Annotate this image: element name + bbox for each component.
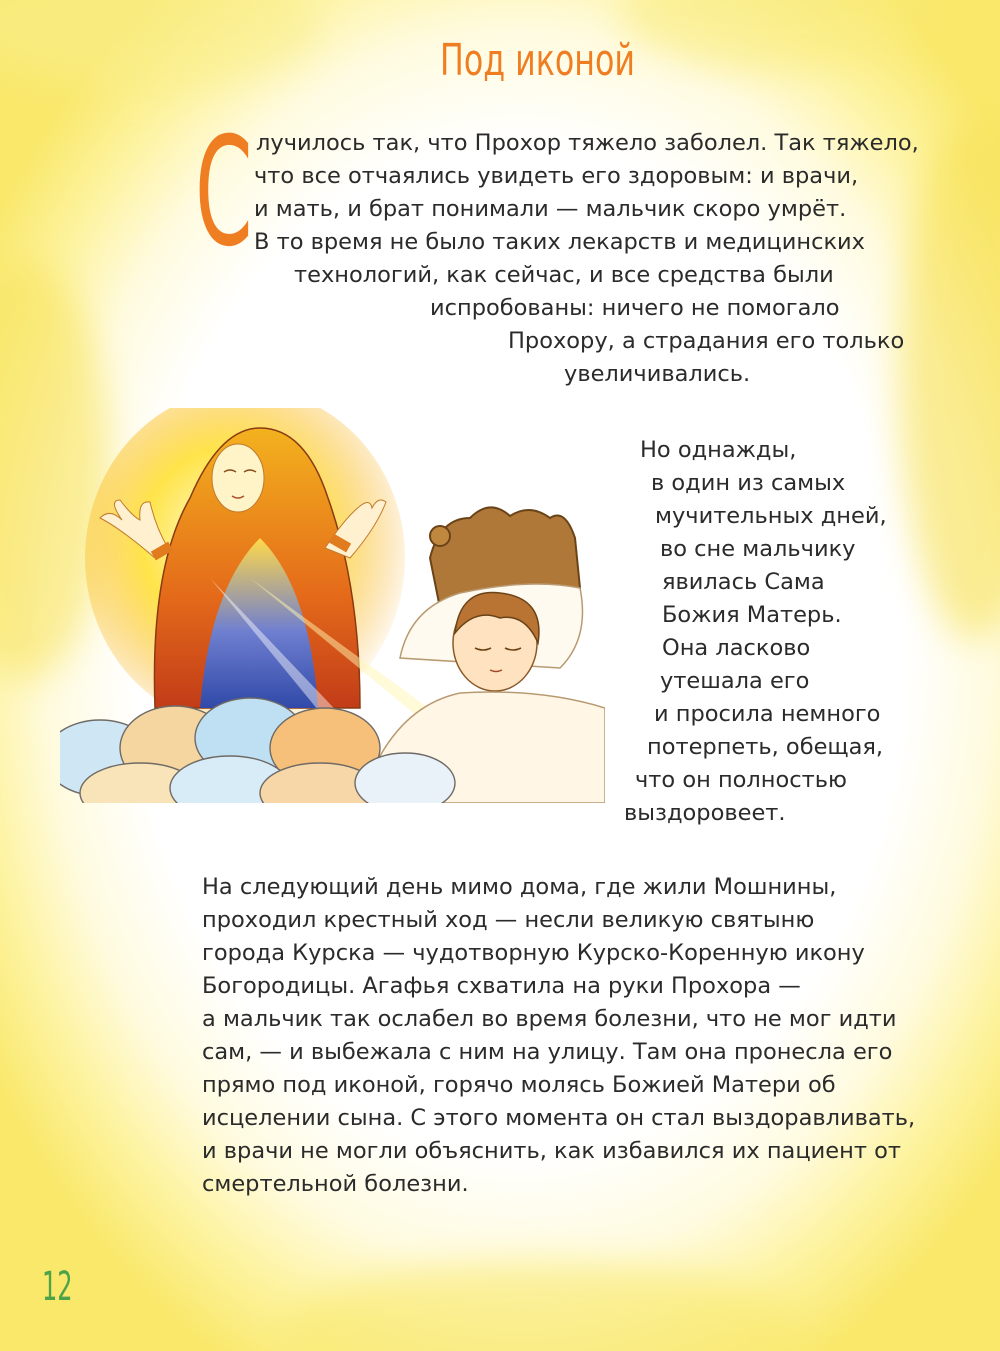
- ending-line: прямо под иконой, горячо молясь Божией Матери об: [202, 1072, 836, 1098]
- watercolor-wash: [280, 1261, 800, 1351]
- dream-line: Но однажды,: [640, 437, 797, 463]
- watercolor-wash: [900, 120, 1000, 640]
- ending-line: а мальчик так ослабел во время болезни, что не мог идти: [202, 1006, 897, 1032]
- page-number: 12: [42, 1264, 73, 1310]
- dream-line: утешала его: [660, 668, 810, 694]
- watercolor-wash: [620, 0, 920, 70]
- watercolor-wash: [0, 0, 320, 90]
- intro-line: технологий, как сейчас, и все средства были: [294, 262, 834, 288]
- illustration-virgin-mary-and-sick-boy: [60, 408, 605, 803]
- intro-line: что все отчаялись увидеть его здоровым: и врачи,: [254, 163, 859, 189]
- page-title: Под иконой: [440, 35, 635, 86]
- intro-line: Прохору, а страдания его только: [508, 328, 905, 354]
- intro-line: В то время не было таких лекарств и медицинских: [254, 229, 865, 255]
- ending-line: На следующий день мимо дома, где жили Мошнины,: [202, 874, 837, 900]
- dream-line: явилась Сама: [662, 569, 825, 595]
- dream-line: и просила немного: [654, 701, 881, 727]
- ending-line: проходил крестный ход — несли великую святыню: [202, 907, 815, 933]
- ending-line: смертельной болезни.: [202, 1171, 469, 1197]
- dream-line: выздоровеет.: [624, 800, 786, 826]
- intro-line: и мать, и брат понимали — мальчик скоро умрёт.: [254, 196, 847, 222]
- dream-line: в один из самых: [651, 470, 846, 496]
- intro-line: увеличивались.: [564, 361, 751, 387]
- drop-cap: С: [195, 106, 253, 280]
- dream-line: потерпеть, обещая,: [647, 734, 884, 760]
- dream-line: что он полностью: [635, 767, 847, 793]
- ending-line: и врачи не могли объяснить, как избавился их пациент от: [202, 1138, 901, 1164]
- ending-line: исцелении сына. С этого момента он стал выздоравливать,: [202, 1105, 916, 1131]
- ending-line: Богородицы. Агафья схватила на руки Прохора —: [202, 973, 801, 999]
- ending-line: сам, — и выбежала с ним на улицу. Там она пронесла его: [202, 1039, 893, 1065]
- intro-line: лучилось так, что Прохор тяжело заболел. Так тяжело,: [256, 130, 919, 156]
- dream-line: мучительных дней,: [655, 503, 887, 529]
- ending-line: города Курска — чудотворную Курско-Коренную икону: [202, 940, 865, 966]
- dream-line: Божия Матерь.: [662, 602, 842, 628]
- dream-line: во сне мальчику: [660, 536, 856, 562]
- dream-line: Она ласково: [662, 635, 811, 661]
- intro-line: испробованы: ничего не помогало: [430, 295, 840, 321]
